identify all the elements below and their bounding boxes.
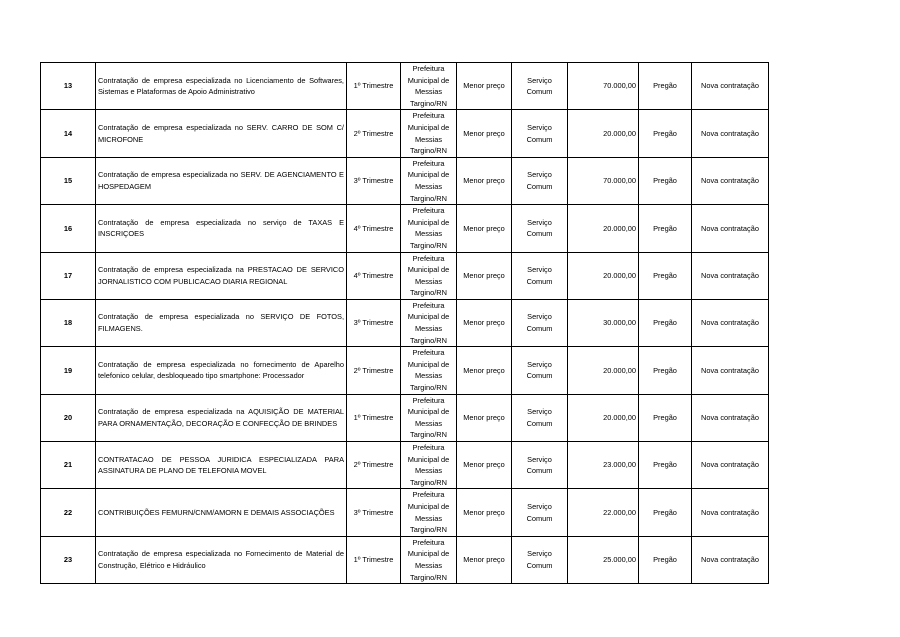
item-agency: Prefeitura Municipal de Messias Targino/RN [401, 252, 457, 299]
item-agency: Prefeitura Municipal de Messias Targino/RN [401, 63, 457, 110]
table-row [41, 489, 769, 536]
table-row [41, 205, 769, 252]
item-criterion: Menor preço [457, 536, 512, 583]
item-status: Nova contratação [692, 394, 769, 441]
item-agency: Prefeitura Municipal de Messias Targino/RN [401, 536, 457, 583]
item-description: CONTRIBUIÇÕES FEMURN/CNM/AMORN E DEMAIS ASSOCIAÇÕES [96, 489, 347, 536]
table-row [41, 394, 769, 441]
table-row [41, 536, 769, 583]
item-status: Nova contratação [692, 489, 769, 536]
item-description: Contratação de empresa especializada no fornecimento de Aparelho telefonico celular, desbloqueado tipo smartphone: Processador [96, 347, 347, 394]
item-number: 22 [41, 489, 96, 536]
item-value: 20.000,00 [568, 205, 639, 252]
item-type: Serviço Comum [512, 299, 568, 346]
item-number: 13 [41, 63, 96, 110]
item-modality: Pregão [639, 205, 692, 252]
item-value: 22.000,00 [568, 489, 639, 536]
item-type: Serviço Comum [512, 157, 568, 204]
item-value: 70.000,00 [568, 157, 639, 204]
item-description: Contratação de empresa especializada no Licenciamento de Softwares, Sistemas e Plataformas de Apoio Administrativo [96, 63, 347, 110]
item-status: Nova contratação [692, 299, 769, 346]
item-quarter: 1º Trimestre [347, 63, 401, 110]
item-quarter: 2º Trimestre [347, 442, 401, 489]
item-criterion: Menor preço [457, 299, 512, 346]
item-value: 23.000,00 [568, 442, 639, 489]
item-number: 19 [41, 347, 96, 394]
item-type: Serviço Comum [512, 347, 568, 394]
item-quarter: 4º Trimestre [347, 252, 401, 299]
item-agency: Prefeitura Municipal de Messias Targino/RN [401, 489, 457, 536]
item-agency: Prefeitura Municipal de Messias Targino/RN [401, 347, 457, 394]
item-agency: Prefeitura Municipal de Messias Targino/RN [401, 299, 457, 346]
item-type: Serviço Comum [512, 110, 568, 157]
table-row [41, 347, 769, 394]
item-status: Nova contratação [692, 205, 769, 252]
item-criterion: Menor preço [457, 110, 512, 157]
item-value: 20.000,00 [568, 394, 639, 441]
item-value: 20.000,00 [568, 252, 639, 299]
item-criterion: Menor preço [457, 252, 512, 299]
item-number: 21 [41, 442, 96, 489]
table-row [41, 157, 769, 204]
item-description: Contratação de empresa especializada na PRESTACAO DE SERVICO JORNALISTICO COM PUBLICACAO DIARIA REGIONAL [96, 252, 347, 299]
item-modality: Pregão [639, 157, 692, 204]
item-quarter: 1º Trimestre [347, 394, 401, 441]
item-agency: Prefeitura Municipal de Messias Targino/RN [401, 442, 457, 489]
table-row [41, 110, 769, 157]
item-value: 25.000,00 [568, 536, 639, 583]
item-modality: Pregão [639, 536, 692, 583]
item-value: 20.000,00 [568, 110, 639, 157]
item-quarter: 2º Trimestre [347, 347, 401, 394]
item-criterion: Menor preço [457, 489, 512, 536]
table-row [41, 299, 769, 346]
item-type: Serviço Comum [512, 489, 568, 536]
item-value: 30.000,00 [568, 299, 639, 346]
item-description: Contratação de empresa especializada no SERV. DE AGENCIAMENTO E HOSPEDAGEM [96, 157, 347, 204]
item-agency: Prefeitura Municipal de Messias Targino/RN [401, 205, 457, 252]
item-modality: Pregão [639, 489, 692, 536]
item-criterion: Menor preço [457, 442, 512, 489]
item-status: Nova contratação [692, 442, 769, 489]
item-number: 16 [41, 205, 96, 252]
item-description: CONTRATACAO DE PESSOA JURIDICA ESPECIALIZADA PARA ASSINATURA DE PLANO DE TELEFONIA MOVEL [96, 442, 347, 489]
item-quarter: 3º Trimestre [347, 489, 401, 536]
item-criterion: Menor preço [457, 63, 512, 110]
item-modality: Pregão [639, 347, 692, 394]
item-number: 17 [41, 252, 96, 299]
item-value: 20.000,00 [568, 347, 639, 394]
item-quarter: 2º Trimestre [347, 110, 401, 157]
table-row [41, 442, 769, 489]
item-status: Nova contratação [692, 347, 769, 394]
item-status: Nova contratação [692, 536, 769, 583]
item-description: Contratação de empresa especializada no SERV. CARRO DE SOM C/ MICROFONE [96, 110, 347, 157]
item-modality: Pregão [639, 299, 692, 346]
procurement-plan-table [40, 62, 769, 584]
item-criterion: Menor preço [457, 347, 512, 394]
item-type: Serviço Comum [512, 394, 568, 441]
item-number: 20 [41, 394, 96, 441]
item-agency: Prefeitura Municipal de Messias Targino/RN [401, 394, 457, 441]
item-number: 15 [41, 157, 96, 204]
item-type: Serviço Comum [512, 536, 568, 583]
item-number: 23 [41, 536, 96, 583]
item-modality: Pregão [639, 394, 692, 441]
item-modality: Pregão [639, 442, 692, 489]
item-criterion: Menor preço [457, 205, 512, 252]
item-number: 18 [41, 299, 96, 346]
item-description: Contratação de empresa especializada no serviço de TAXAS E INSCRIÇOES [96, 205, 347, 252]
table-row [41, 252, 769, 299]
item-quarter: 1º Trimestre [347, 536, 401, 583]
item-quarter: 3º Trimestre [347, 157, 401, 204]
item-description: Contratação de empresa especializada no SERVIÇO DE FOTOS, FILMAGENS. [96, 299, 347, 346]
item-status: Nova contratação [692, 252, 769, 299]
item-agency: Prefeitura Municipal de Messias Targino/RN [401, 157, 457, 204]
item-modality: Pregão [639, 110, 692, 157]
item-agency: Prefeitura Municipal de Messias Targino/RN [401, 110, 457, 157]
item-type: Serviço Comum [512, 252, 568, 299]
item-type: Serviço Comum [512, 205, 568, 252]
item-value: 70.000,00 [568, 63, 639, 110]
item-type: Serviço Comum [512, 63, 568, 110]
item-quarter: 4º Trimestre [347, 205, 401, 252]
item-criterion: Menor preço [457, 157, 512, 204]
item-quarter: 3º Trimestre [347, 299, 401, 346]
item-modality: Pregão [639, 252, 692, 299]
item-description: Contratação de empresa especializada na AQUISIÇÃO DE MATERIAL PARA ORNAMENTAÇÃO, DECORAÇÃO E CONFECÇÃO DE BRINDES [96, 394, 347, 441]
item-number: 14 [41, 110, 96, 157]
item-modality: Pregão [639, 63, 692, 110]
table-row [41, 63, 769, 110]
item-status: Nova contratação [692, 63, 769, 110]
item-status: Nova contratação [692, 157, 769, 204]
item-type: Serviço Comum [512, 442, 568, 489]
table-body [41, 63, 769, 584]
item-criterion: Menor preço [457, 394, 512, 441]
item-status: Nova contratação [692, 110, 769, 157]
item-description: Contratação de empresa especializada no Fornecimento de Material de Construção, Elétrico e Hidráulico [96, 536, 347, 583]
